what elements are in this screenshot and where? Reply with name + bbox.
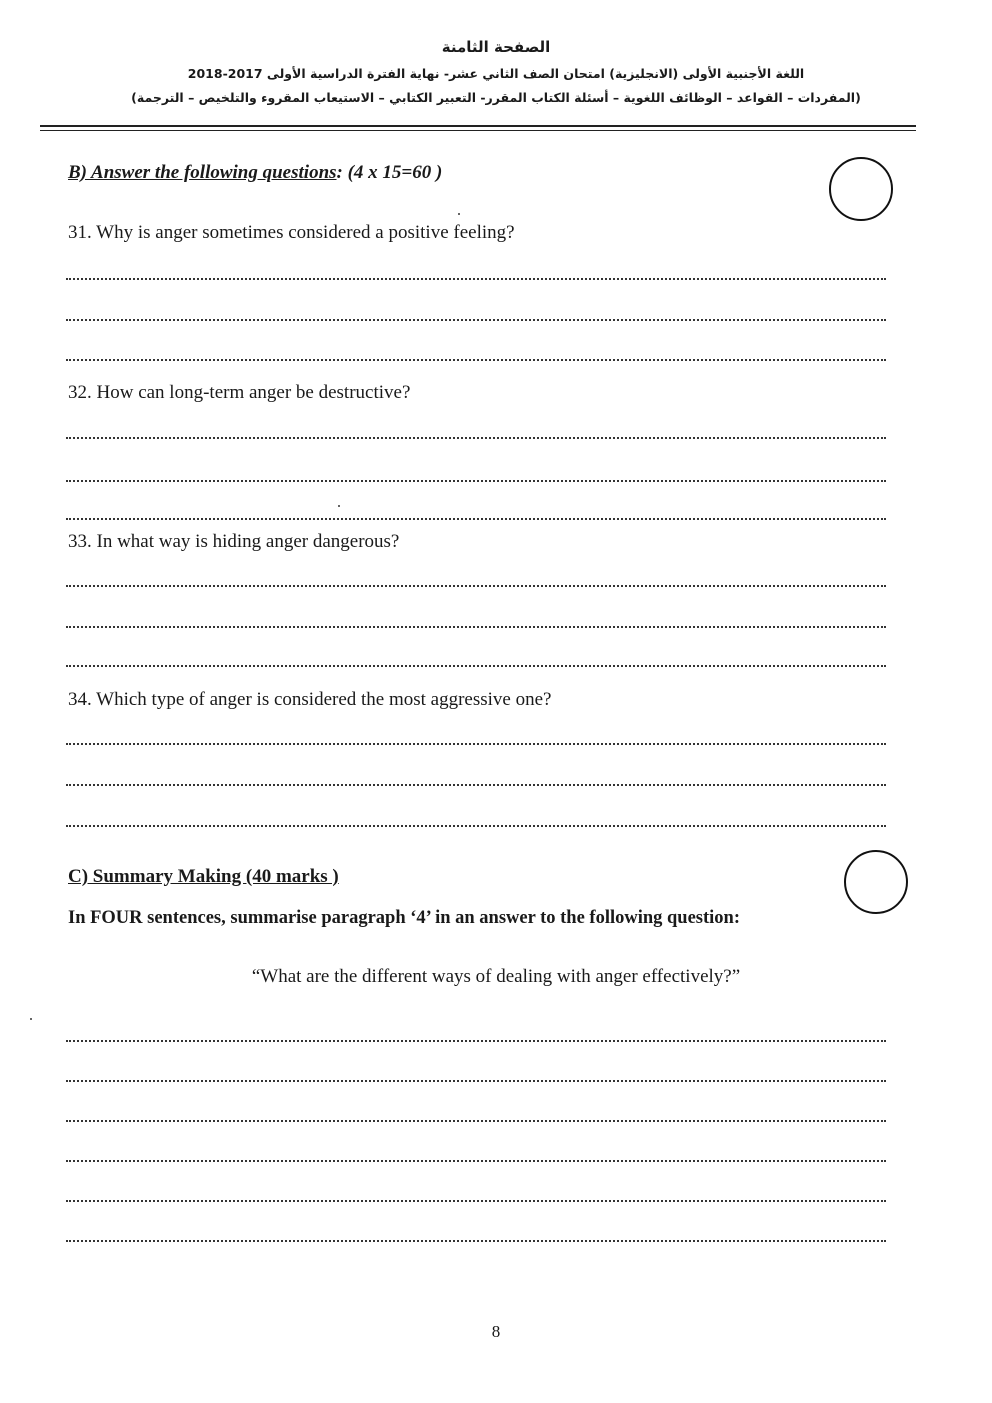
answer-line[interactable] — [66, 784, 886, 786]
answer-line[interactable] — [66, 480, 886, 482]
score-circle-c — [844, 850, 908, 914]
exam-title: اللغة الأجنبية الأولى (الانجليزية) امتحان الصف الثاني عشر- نهاية الفترة الدراسية الأولى 2017-2018 — [187, 66, 805, 81]
answer-line[interactable] — [66, 585, 886, 587]
answer-line[interactable] — [66, 319, 886, 321]
answer-line[interactable] — [66, 825, 886, 827]
scan-speck — [338, 505, 340, 507]
answer-line[interactable] — [66, 665, 886, 667]
summary-line[interactable] — [66, 1200, 886, 1202]
question-33: 33. In what way is hiding anger dangerous? — [68, 531, 400, 552]
answer-line[interactable] — [66, 743, 886, 745]
section-b-heading — [68, 162, 442, 184]
scan-speck — [458, 213, 460, 215]
page-number: 8 — [491, 1322, 501, 1341]
summary-line[interactable] — [66, 1040, 886, 1042]
scan-speck — [30, 1018, 32, 1020]
question-31: 31. Why is anger sometimes considered a positive feeling? — [68, 222, 515, 243]
section-c-title: C) Summary Making (40 marks ) — [68, 866, 339, 887]
summary-question: “What are the different ways of dealing with anger effectively?” — [251, 966, 741, 987]
section-b-separator: : — [336, 162, 343, 183]
summary-line[interactable] — [66, 1240, 886, 1242]
header-rule-top — [40, 125, 916, 127]
summary-line[interactable] — [66, 1120, 886, 1122]
answer-line[interactable] — [66, 626, 886, 628]
answer-line[interactable] — [66, 278, 886, 280]
section-b-title: B) Answer the following questions — [68, 162, 337, 183]
question-34: 34. Which type of anger is considered the most aggressive one? — [68, 689, 552, 710]
summary-instruction: In FOUR sentences, summarise paragraph ‘4’ in an answer to the following question: — [68, 908, 741, 928]
answer-line[interactable] — [66, 359, 886, 361]
question-32: 32. How can long-term anger be destructive? — [68, 382, 411, 403]
score-circle-b — [829, 157, 893, 221]
section-b-marks: (4 x 15=60 ) — [347, 162, 443, 183]
page-title: الصفحة الثامنة — [441, 38, 551, 56]
summary-line[interactable] — [66, 1160, 886, 1162]
answer-line[interactable] — [66, 437, 886, 439]
summary-line[interactable] — [66, 1080, 886, 1082]
answer-line[interactable] — [66, 518, 886, 520]
header-rule-bottom — [40, 130, 916, 131]
exam-topics: (المفردات – القواعد – الوظائف اللغوية – أسئلة الكتاب المقرر- التعبير الكتابي – الاستيعاب المقروء والتلخيص – الترجمة) — [131, 90, 861, 105]
